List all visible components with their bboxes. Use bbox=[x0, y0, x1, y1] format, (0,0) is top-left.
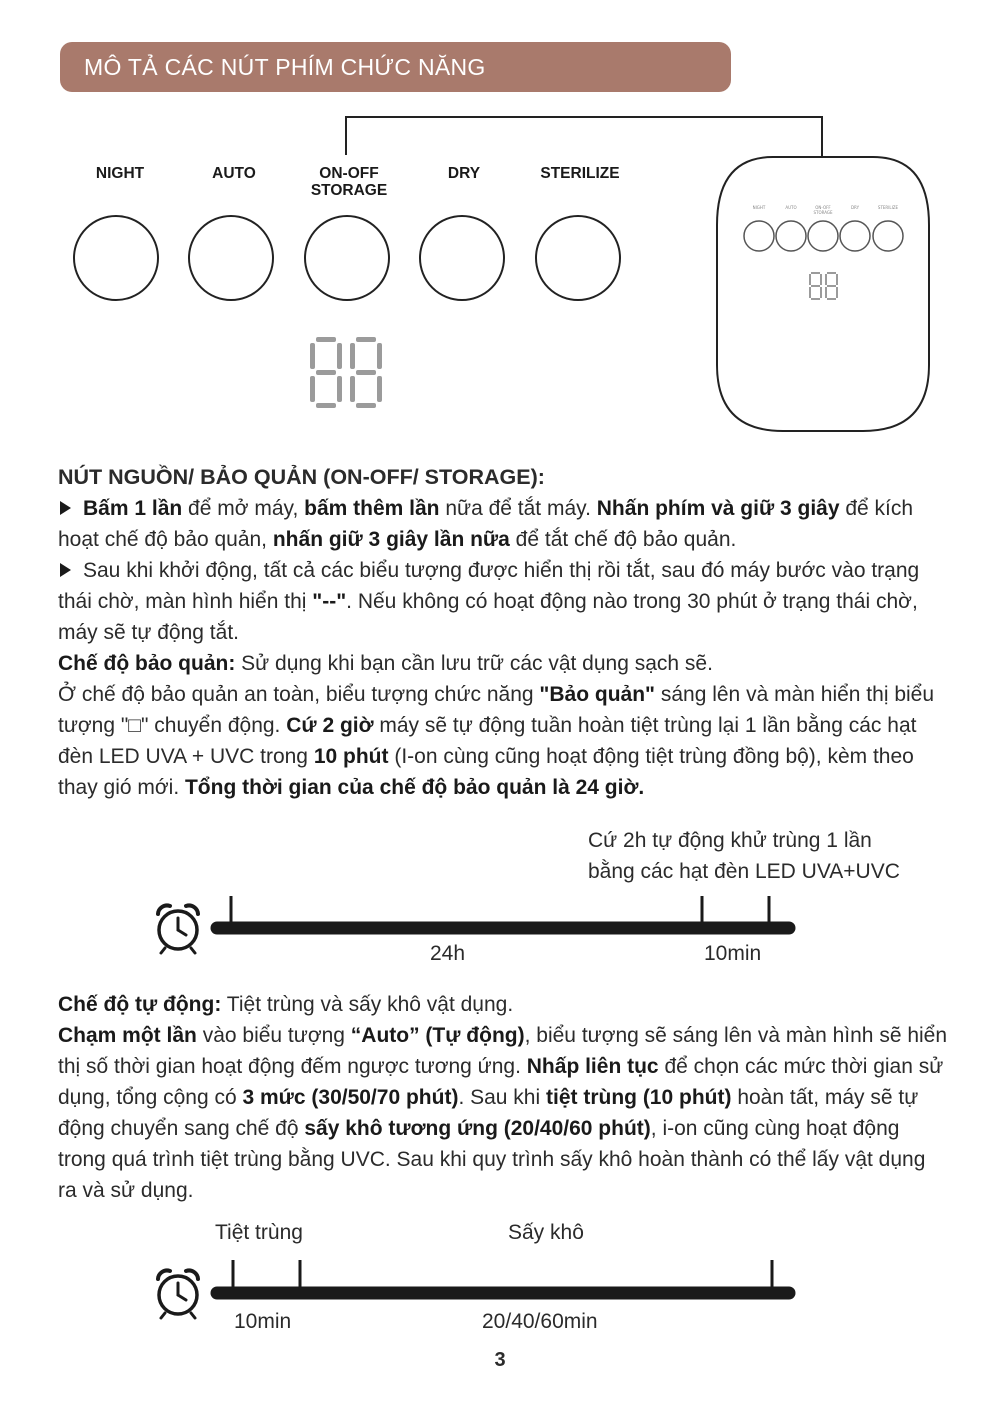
device-illustration bbox=[713, 155, 933, 435]
page-number: 3 bbox=[494, 1349, 506, 1371]
power-heading: NÚT NGUỒN/ BẢO QUẢN (ON-OFF/ STORAGE): bbox=[58, 465, 545, 489]
power-bullet-2: Sau khi khởi động, tất cả các biểu tượng được hiển thị rồi tắt, sau đó máy bước vào trạng thái chờ, màn hình hiển thị "--". Nếu không có hoạt động nào trong 30 phút ở trạng thái chờ, máy sẽ tự động tắt. bbox=[58, 559, 920, 644]
label-dry: DRY bbox=[447, 165, 481, 182]
dry-button[interactable] bbox=[419, 215, 505, 301]
segment-display bbox=[308, 336, 388, 412]
timeline1-note: Cứ 2h tự động khử trùng 1 lần bằng các hạt đèn LED UVA+UVC bbox=[588, 829, 900, 883]
timeline2-label-10min: 10min bbox=[234, 1310, 292, 1333]
on-off-storage-button[interactable] bbox=[304, 215, 390, 301]
device-label-on-off: ON-OFF bbox=[815, 205, 831, 210]
timeline2-label-dry: Sấy khô bbox=[508, 1221, 584, 1244]
auto-section bbox=[58, 989, 948, 1206]
auto-mode-intro: Chế độ tự động: Tiệt trùng và sấy khô vật dụng. bbox=[58, 993, 514, 1016]
label-on-off-storage: ON-OFF STORAGE bbox=[310, 165, 388, 199]
auto-mode-detail: Chạm một lần vào biểu tượng “Auto” (Tự động), biểu tượng sẽ sáng lên và màn hình sẽ hiển thị số thời gian hoạt động đếm ngược tương ứng. Nhấp liên tục để chọn các mức thời gian sử dụng, tổng cộng có 3 mức (30/50/70 phút). Sau khi tiệt trùng (10 phút) hoàn tất, máy sẽ tự động chuyển sang chế độ sấy khô tương ứng (20/40/60 phút), i-on cũng cùng hoạt động trong quá trình tiệt trùng bằng UVC. Sau khi quy trình sấy khô hoàn thành có thể lấy vật dụng ra và sử dụng. bbox=[58, 1024, 948, 1202]
power-section bbox=[58, 462, 948, 803]
triangle-bullet-icon bbox=[60, 563, 71, 577]
night-button[interactable] bbox=[73, 215, 159, 301]
sterilize-button[interactable] bbox=[535, 215, 621, 301]
timeline1-label-10min: 10min bbox=[704, 942, 762, 965]
storage-mode-intro: Chế độ bảo quản: Sử dụng khi bạn cần lưu trữ các vật dụng sạch sẽ. bbox=[58, 652, 713, 675]
device-label-dry: DRY bbox=[850, 205, 860, 210]
timeline2-bar bbox=[205, 1256, 805, 1306]
timeline1-label-24h: 24h bbox=[430, 942, 466, 965]
timeline1-bar bbox=[205, 890, 805, 940]
storage-mode-detail: Ở chế độ bảo quản an toàn, biểu tượng chức năng "Bảo quản" sáng lên và màn hiển thị biểu tượng "□" chuyển động. Cứ 2 giờ máy sẽ tự động tuần hoàn tiệt trùng lại 1 lần bằng các hạt đèn LED UVA + UVC trong 10 phút (I-on cùng cũng hoạt động tiệt trùng đồng bộ), kèm theo thay gió mới. Tổng thời gian của chế độ bảo quản là 24 giờ. bbox=[58, 683, 935, 799]
auto-button[interactable] bbox=[188, 215, 274, 301]
section-banner bbox=[60, 42, 731, 92]
device-label-storage: STORAGE bbox=[813, 210, 833, 215]
label-night: NIGHT bbox=[95, 165, 145, 182]
alarm-clock-icon bbox=[153, 902, 203, 956]
label-auto: AUTO bbox=[212, 165, 256, 182]
device-label-sterilize: STERILIZE bbox=[877, 205, 899, 210]
alarm-clock-icon bbox=[153, 1267, 203, 1321]
device-label-auto: AUTO bbox=[785, 205, 797, 210]
device-label-night: NIGHT bbox=[752, 205, 766, 210]
timeline2-label-dry-time: 20/40/60min bbox=[482, 1310, 598, 1333]
label-sterilize: STERILIZE bbox=[540, 165, 620, 182]
section-title: MÔ TẢ CÁC NÚT PHÍM CHỨC NĂNG bbox=[84, 54, 486, 80]
timeline2-label-sterilize: Tiệt trùng bbox=[215, 1221, 303, 1244]
power-bullet-1: Bấm 1 lần để mở máy, bấm thêm lần nữa để tắt máy. Nhấn phím và giữ 3 giây để kích hoạt chế độ bảo quản, nhấn giữ 3 giây lần nữa để tắt chế độ bảo quản. bbox=[58, 497, 914, 551]
triangle-bullet-icon bbox=[60, 501, 71, 515]
